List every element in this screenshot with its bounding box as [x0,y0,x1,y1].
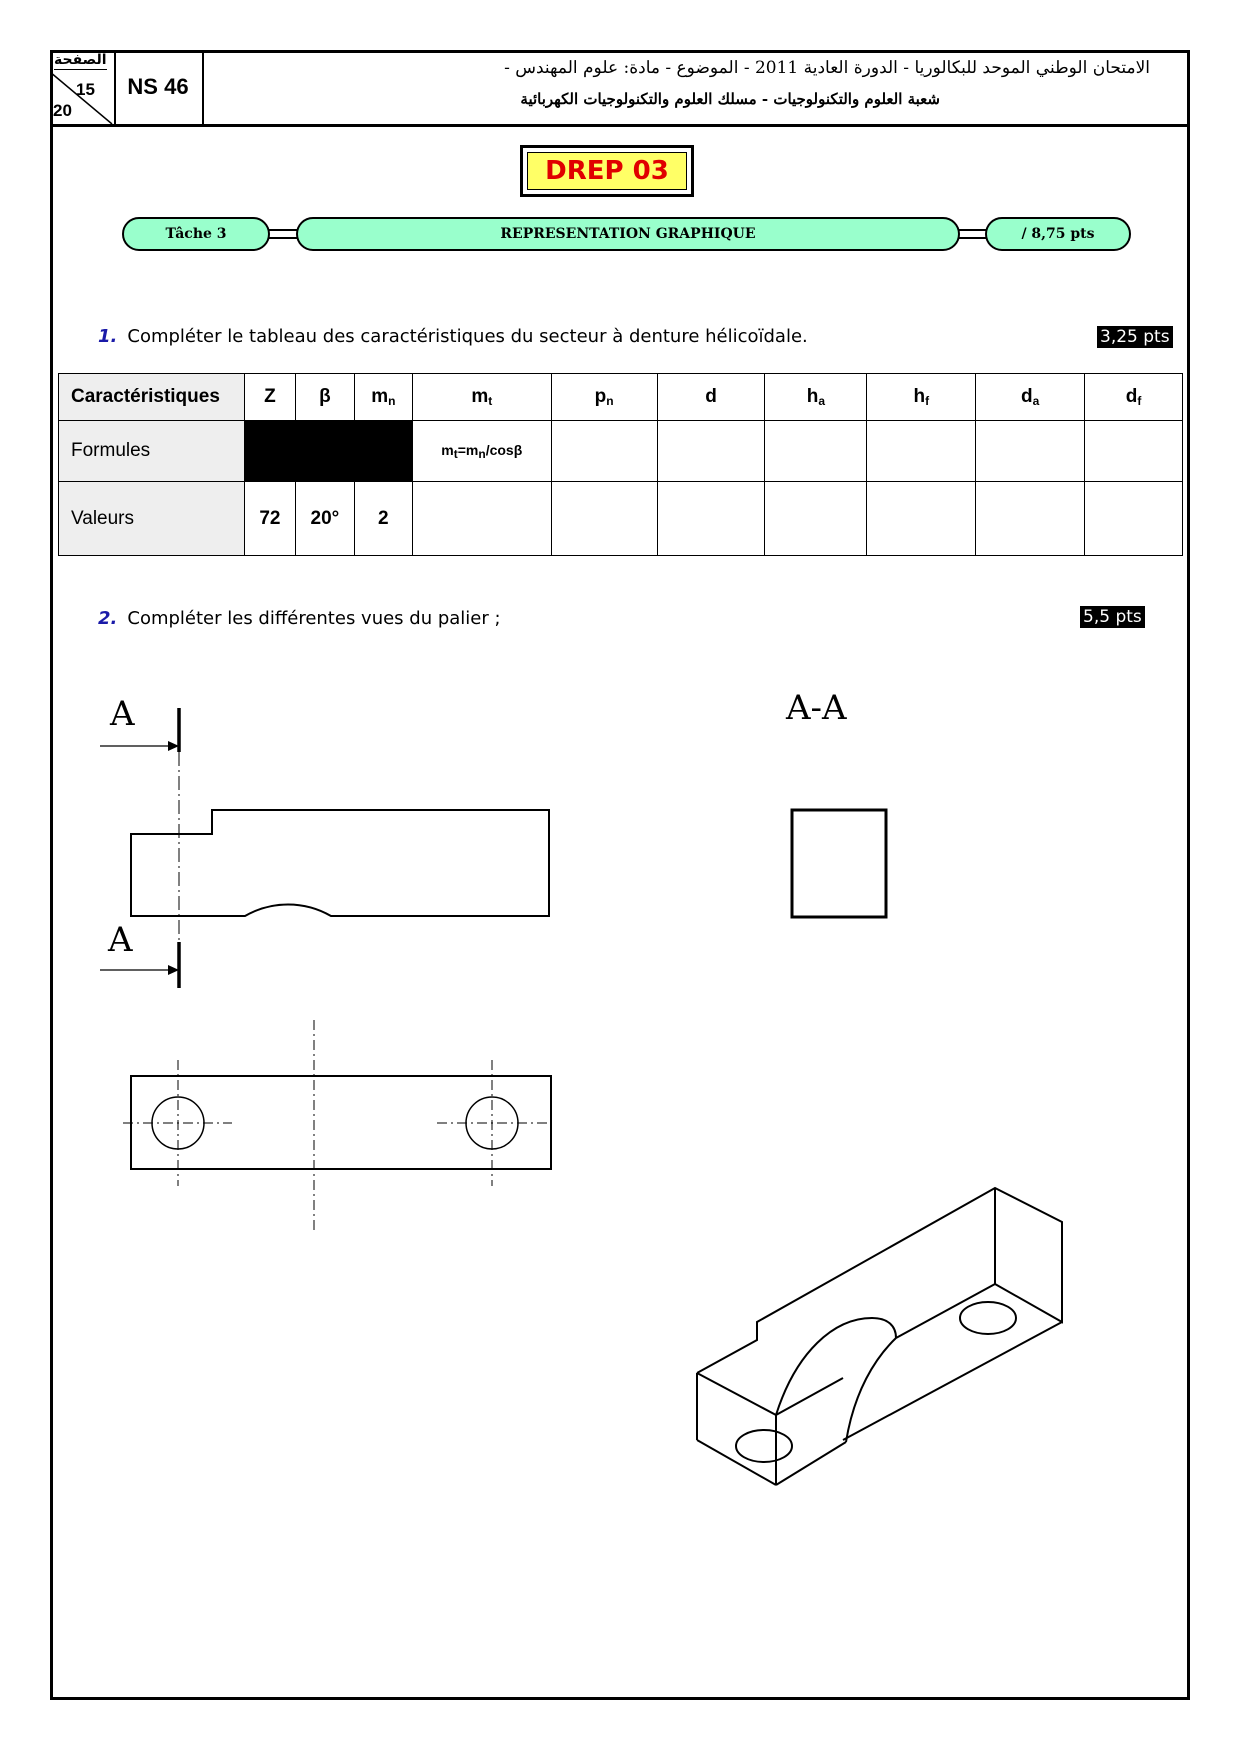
header-pn: $p_n$ [551,374,657,421]
row-label-formules: Formules [59,421,245,482]
question-2-text: Compléter les différentes vues du palier ; [127,608,501,629]
task-label: Tâche 3 [122,217,270,251]
row-label-valeurs: Valeurs [59,482,245,556]
header-z: Z [244,374,295,421]
header-mt: $m_t$ [412,374,551,421]
task-points: / 8,75 pts [985,217,1131,251]
header-mn: $m_n$ [354,374,412,421]
drep-title: DREP 03 [527,152,687,190]
section-letter-top: A [110,694,135,734]
header-df: $d_f$ [1085,374,1183,421]
header-ha: $h_a$ [765,374,867,421]
front-view [131,810,549,916]
value-z: 72 [244,482,295,556]
formula-mt: $m_t=m_n$/cosβ [412,421,551,482]
isometric-view [697,1188,1062,1485]
question-1-points: 3,25 pts [1097,326,1173,348]
row-label-caracteristiques: Caractéristiques [59,374,245,421]
header-beta: β [295,374,354,421]
header-da: $d_a$ [976,374,1085,421]
section-letter-bottom: A [108,920,133,960]
task-title: REPRESENTATION GRAPHIQUE [296,217,960,251]
exam-title-line2: شعبة العلوم والتكنولوجيات - مسلك العلوم والتكنولوجيات الكهربائية [520,90,940,108]
question-1-text: Compléter le tableau des caractéristiques du secteur à denture hélicoïdale. [127,326,808,347]
header-d: d [657,374,765,421]
page-label: الصفحة [54,52,107,68]
section-view-a-a [792,810,886,917]
top-view [123,1020,551,1230]
question-1-number: 1. [98,326,118,347]
value-beta: 20° [295,482,354,556]
exam-title-line1: الامتحان الوطني الموحد للبكالوريا - الدورة العادية 2011 - الموضوع - مادة: علوم المهندس - [504,58,1150,78]
value-mn: 2 [354,482,412,556]
section-view-title: A-A [786,688,847,728]
page-total: 20 [53,101,72,120]
question-2-number: 2. [98,608,118,629]
exam-code: NS 46 [114,50,204,124]
page-number: 15 [76,80,95,99]
header-hf: $h_f$ [867,374,976,421]
question-2-points: 5,5 pts [1080,606,1145,628]
